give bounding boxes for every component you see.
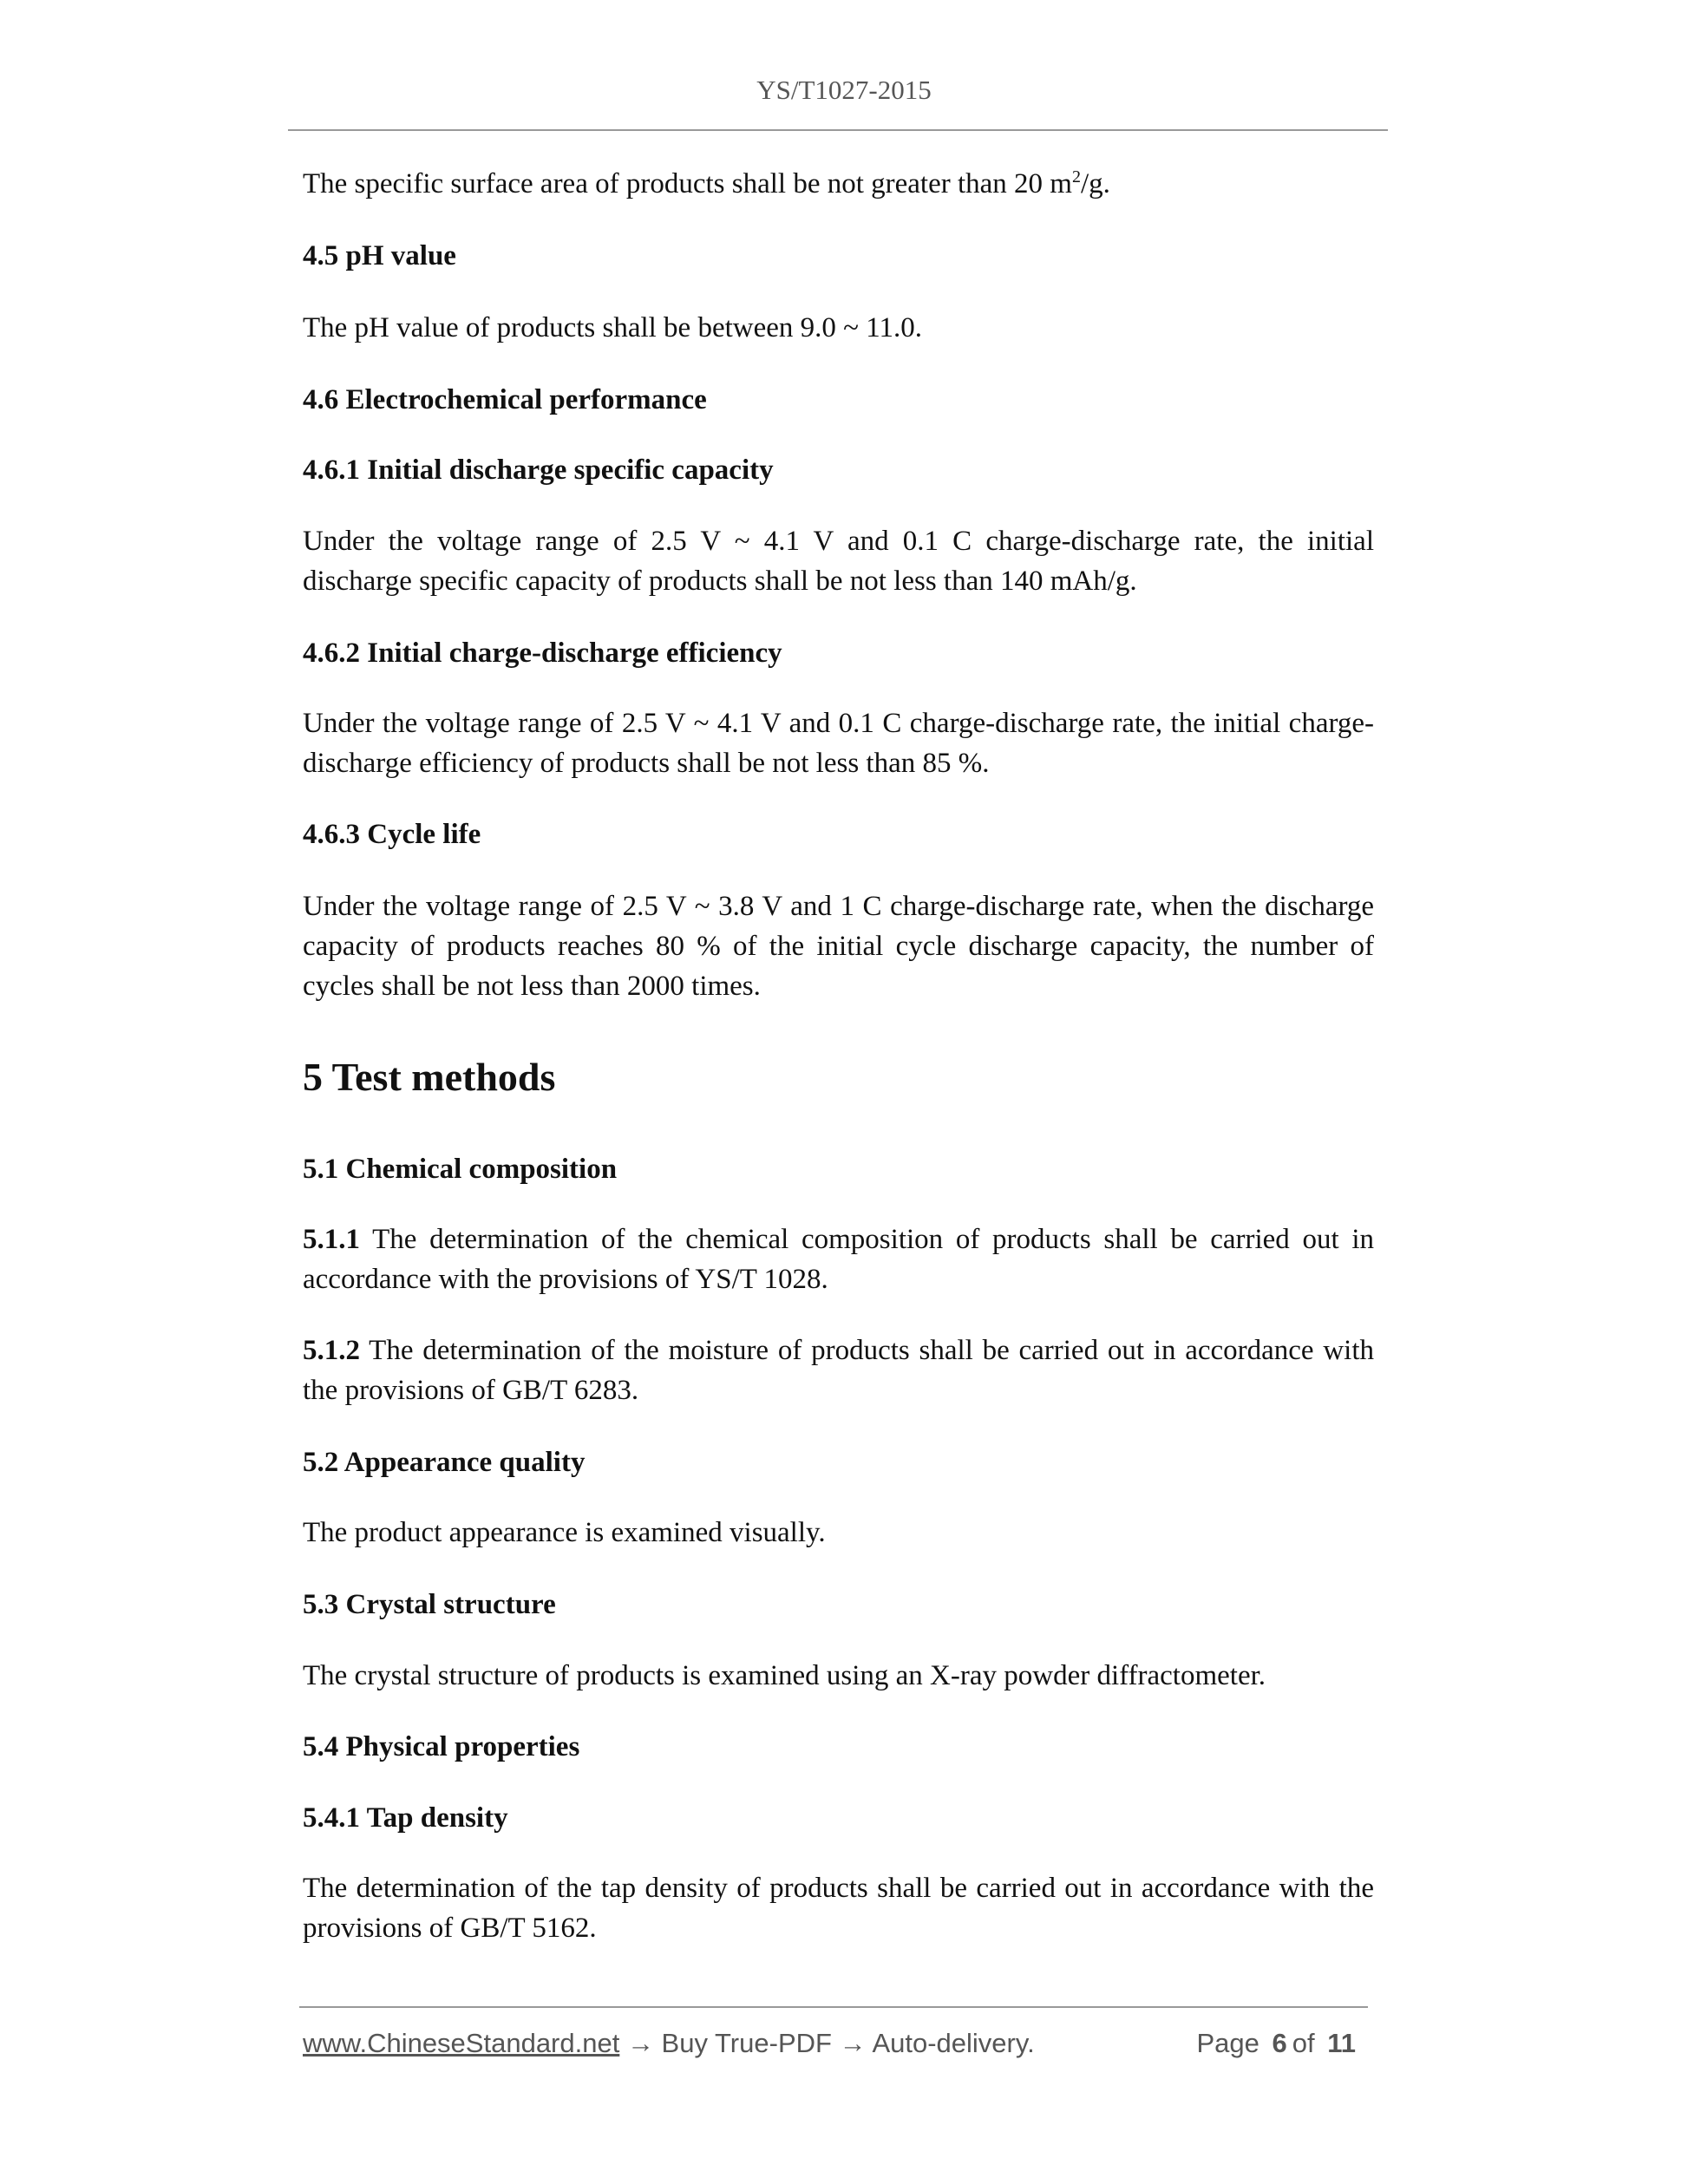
total-pages: 11 (1327, 2028, 1356, 2058)
page-indicator (1196, 2028, 1361, 2059)
heading-4-5: 4.5 pH value (303, 240, 456, 271)
heading-5-4-1: 5.4.1 Tap density (303, 1802, 508, 1834)
website-link[interactable]: www.ChineseStandard.net (303, 2028, 620, 2058)
of-label: of (1292, 2028, 1315, 2058)
paragraph-4-6-3: Under the voltage range of 2.5 V ~ 3.8 V and 1 C charge-discharge rate, when the discharge capacity of products reaches 80 % of the initial cycle discharge capacity, the number of cycles shall be not less than 2000 times. (303, 891, 1374, 1002)
paragraph-text: The determination of the moisture of products shall be carried out in accordance with the provisions of GB/T 6283. (303, 1335, 1374, 1406)
paragraph-4-6-2: Under the voltage range of 2.5 V ~ 4.1 V and 0.1 C charge-discharge rate, the initial charge-discharge efficiency of products shall be not less than 85 %. (303, 708, 1374, 779)
document-id-header: YS/T1027-2015 (756, 75, 932, 105)
current-page: 6 (1272, 2028, 1287, 2058)
paragraph-text-tail: /g. (1080, 168, 1110, 199)
paragraph-text: The determination of the chemical composition of products shall be carried out in accordance with the provisions of YS/T 1028. (303, 1224, 1374, 1295)
paragraph-4-6-1: Under the voltage range of 2.5 V ~ 4.1 V and 0.1 C charge-discharge rate, the initial discharge specific capacity of products shall be not less than 140 mAh/g. (303, 526, 1374, 597)
heading-5-3: 5.3 Crystal structure (303, 1589, 556, 1620)
paragraph-4-5: The pH value of products shall be between 9.0 ~ 11.0. (303, 312, 923, 343)
header-divider (288, 129, 1388, 131)
heading-5-2: 5.2 Appearance quality (303, 1447, 586, 1478)
surface-area-paragraph (303, 164, 1374, 204)
superscript: 2 (1071, 167, 1081, 186)
clause-number: 5.1.1 (303, 1224, 360, 1255)
heading-4-6-1: 4.6.1 Initial discharge specific capacity (303, 454, 774, 486)
footer-divider (299, 2006, 1368, 2008)
footer (303, 2028, 1361, 2059)
paragraph-5-4-1: The determination of the tap density of products shall be carried out in accordance with the provisions of GB/T 5162. (303, 1873, 1374, 1944)
paragraph-5-3: The crystal structure of products is examined using an X-ray powder diffractometer. (303, 1660, 1266, 1691)
paragraph-text: The specific surface area of products shall be not greater than 20 m (303, 168, 1072, 199)
heading-5-4: 5.4 Physical properties (303, 1731, 580, 1762)
heading-4-6: 4.6 Electrochemical performance (303, 384, 707, 415)
heading-4-6-3: 4.6.3 Cycle life (303, 819, 481, 850)
heading-5-1: 5.1 Chemical composition (303, 1154, 618, 1185)
heading-5: 5 Test methods (303, 1055, 556, 1099)
heading-4-6-2: 4.6.2 Initial charge-discharge efficiency (303, 638, 782, 669)
paragraph-5-2: The product appearance is examined visually. (303, 1517, 826, 1548)
clause-number: 5.1.2 (303, 1335, 360, 1366)
footer-promo-text: → Buy True-PDF → Auto-delivery. (619, 2028, 1035, 2058)
paragraph-5-1-2 (303, 1331, 1374, 1410)
paragraph-5-1-1 (303, 1220, 1374, 1299)
page-label: Page (1196, 2028, 1259, 2058)
